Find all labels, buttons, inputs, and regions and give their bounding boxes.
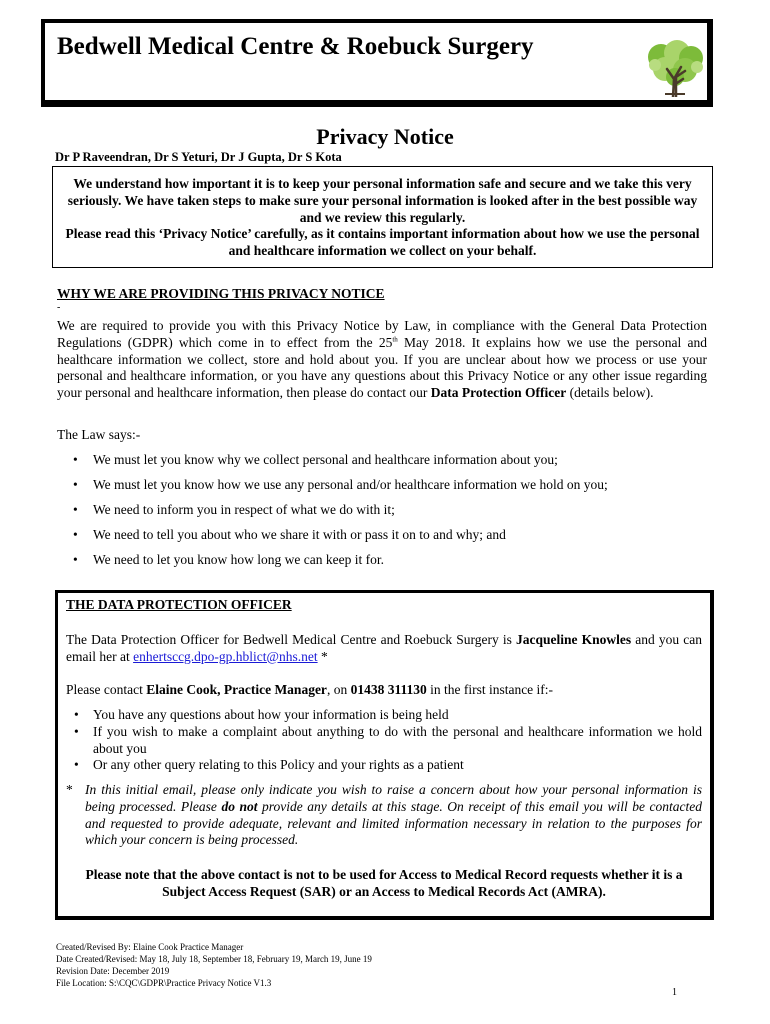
list-item: • We must let you know why we collect personal and healthcare information about you; (73, 452, 558, 467)
practice-manager-contact: Please contact Elaine Cook, Practice Manager, on 01438 311130 in the first instance if:- (66, 682, 554, 697)
why-text-part1: We are required to provide you with this Privacy Notice by Law, in compliance with the General Data Protection Regulations (GDPR) which come in to effect from the 25 (57, 318, 707, 350)
document-footer (56, 941, 372, 989)
dpo-reference: Data Protection Officer (430, 385, 567, 401)
dpo-name: Jacqueline Knowles (516, 632, 632, 647)
tree-heart-icon (643, 39, 707, 97)
heading-dash: - (57, 302, 61, 313)
contact-phone: 01438 311130 (350, 682, 427, 697)
bullet-icon: • (73, 502, 78, 517)
dpo-details: The Data Protection Officer for Bedwell Medical Centre and Roebuck Surgery is Jacqueline Knowles and you can email her at enhertsccg.dpo-gp.hblict@nhs.net * (66, 632, 702, 664)
why-text-part2: May 2018. It explains how we use the personal and healthcare information we collect, store and hold about you. If you are unclear about how we process or use your personal and healthcare information, or you have any questions about this Privacy Notice or any other issue regarding your personal and healthcare information, then please do contact our (57, 334, 708, 401)
intro-statement: We understand how important it is to keep your personal information safe and secure and we take this very seriously. We have taken steps to make sure your personal information is looked after in the best possible way and we review this regularly. (67, 176, 698, 225)
header-banner (41, 19, 713, 107)
list-item: • If you wish to make a complaint about anything to do with the personal and healthcare information we hold about you (74, 723, 702, 756)
list-item: • We need to inform you in respect of what we do with it; (73, 502, 395, 517)
bullet-icon: • (73, 552, 78, 567)
law-says-label: The Law says:- (57, 427, 141, 442)
page-title: Privacy Notice (316, 124, 454, 149)
footer-dates: Date Created/Revised: May 18, July 18, September 18, February 19, March 19, June 19 (56, 954, 372, 964)
access-request-warning: Please note that the above contact is not to be used for Access to Medical Record requests whether it is a Subject Access Request (SAR) or an Access to Medical Records Act (AMRA). (85, 867, 683, 899)
bullet-icon: • (73, 477, 78, 492)
practice-title: Bedwell Medical Centre & Roebuck Surgery (57, 33, 534, 60)
dpo-email-link[interactable]: enhertsccg.dpo-gp.hblict@nhs.net (133, 648, 318, 664)
list-item: • We must let you know how we use any personal and/or healthcare information we hold on you; (73, 477, 608, 492)
intro-read-notice: Please read this ‘Privacy Notice’ carefully, as it contains important information about how we use the personal and healthcare information we collect on your behalf. (65, 226, 700, 259)
why-text-part3: (details below). (566, 385, 654, 401)
intro-box (52, 166, 713, 268)
note-emphasis: do not (221, 798, 258, 814)
doctors-list: Dr P Raveendran, Dr S Yeturi, Dr J Gupta, Dr S Kota (55, 150, 342, 164)
contact-name: Elaine Cook, Practice Manager (146, 682, 327, 697)
dpo-box (55, 590, 714, 920)
list-item: • We need to let you know how long we can keep it for. (73, 552, 384, 567)
email-note: * In this initial email, please only indicate you wish to raise a concern about how your personal information is being processed. Please do not provide any details at this stage. On receipt of this email you will be contacted and requested to provide adequate, relevant and limited information necessary in relation to the purposes for which your concern is being processed. (66, 782, 702, 848)
list-item: • You have any questions about how your information is being held (74, 707, 449, 722)
footer-created-by: Created/Revised By: Elaine Cook Practice Manager (56, 942, 244, 952)
page-number: 1 (672, 987, 677, 998)
list-item: • Or any other query relating to this Policy and your rights as a patient (74, 757, 464, 773)
note-asterisk: * (66, 782, 73, 797)
bullet-icon: • (74, 757, 79, 773)
law-list (57, 452, 608, 577)
contact-reasons-list (66, 707, 702, 774)
why-paragraph (57, 318, 707, 402)
footer-revision: Revision Date: December 2019 (56, 966, 170, 976)
bullet-icon: • (73, 452, 78, 467)
dpo-heading: THE DATA PROTECTION OFFICER (66, 597, 292, 612)
list-item: • We need to tell you about who we share it with or pass it on to and why; and (73, 527, 506, 542)
bullet-icon: • (73, 527, 78, 542)
why-text-superscript: th (392, 335, 398, 344)
footer-location: File Location: S:\CQC\GDPR\Practice Privacy Notice V1.3 (56, 978, 272, 988)
why-heading: WHY WE ARE PROVIDING THIS PRIVACY NOTICE (57, 286, 385, 301)
bullet-icon: • (74, 723, 79, 739)
bullet-icon: • (74, 707, 79, 722)
